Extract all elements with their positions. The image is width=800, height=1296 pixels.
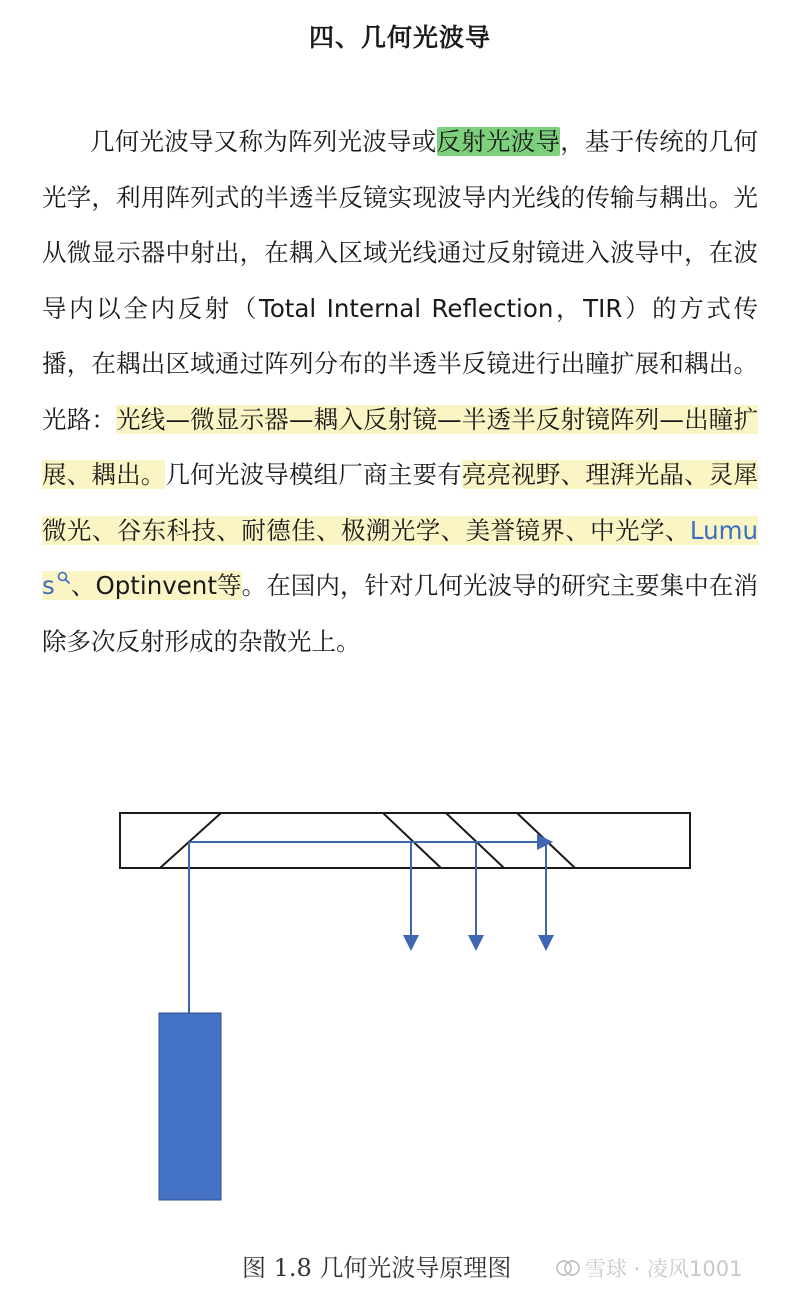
text-segment: ，基于传统的几何光学，利用阵列式的半透半反镜实现波导内光线的传输与耦出。光从微显示器中射出，在耦入区域光线通过反射镜进入波导中，在波导内以全内反射（Total Internal Reflection，TIR）的方式传播，在耦出区域通过阵列分布的半透半反镜进行出瞳扩展和耦出。光路： bbox=[42, 127, 758, 434]
highlight-light-path: 光线—微显示器—耦入反射镜—半透半反射镜阵列—出瞳扩展、耦出。 bbox=[42, 404, 759, 489]
text-segment: 几何光波导模组厂商主要有 bbox=[165, 460, 462, 489]
highlight-optinvent: 、Optinvent等 bbox=[70, 571, 242, 600]
highlight-vendors: 亮亮视野、理湃光晶、灵犀微光、谷东科技、耐德佳、极溯光学、美誉镜界、中光学、 bbox=[42, 460, 759, 545]
figure-caption bbox=[242, 1248, 511, 1283]
waveguide-slab bbox=[120, 813, 690, 868]
waveguide-diagram bbox=[0, 780, 800, 1220]
search-icon[interactable] bbox=[57, 571, 71, 585]
highlight-green: 反射光波导 bbox=[436, 127, 561, 156]
body-paragraph bbox=[42, 114, 758, 669]
caption-label: 图 1.8 bbox=[242, 1254, 312, 1282]
text-segment: 。在国内，针对几何光波导的研究主要集中在消除多次反射形成的杂散光上。 bbox=[42, 571, 758, 656]
section-heading: 四、几何光波导 bbox=[308, 23, 491, 52]
watermark bbox=[555, 1253, 742, 1283]
coupling-in-mirror bbox=[160, 813, 221, 868]
snowball-logo-icon bbox=[555, 1258, 581, 1278]
micro-display bbox=[159, 1013, 221, 1200]
watermark-text: 雪球 · 凌风1001 bbox=[585, 1257, 743, 1281]
lumus-link[interactable]: Lumus bbox=[42, 515, 758, 600]
caption-title: 几何光波导原理图 bbox=[319, 1254, 512, 1282]
text-segment: 几何光波导又称为阵列光波导或 bbox=[90, 127, 437, 156]
